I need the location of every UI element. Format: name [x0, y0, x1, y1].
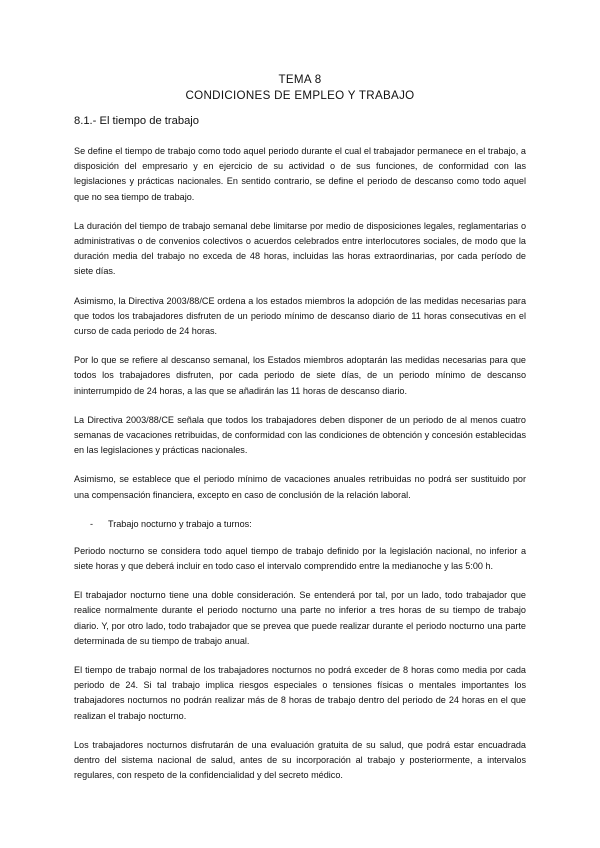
- bullet-text: Trabajo nocturno y trabajo a turnos:: [108, 518, 252, 529]
- paragraph-night-hours-limit: El tiempo de trabajo normal de los trabajadores nocturnos no podrá exceder de 8 horas como media por cada periodo de 24. Si tal trabajo implica riesgos especiales o tensiones físicas o mentales importantes los trabajadores nocturnos no podrán realizar más de 8 horas de trabajo dentro del periodo de 24 horas en el que realizan el trabajo nocturno.: [74, 665, 526, 721]
- paragraph-working-time-definition: Se define el tiempo de trabajo como todo aquel periodo durante el cual el trabajador permanece en el trabajo, a disposición del empresario y en ejercicio de su actividad o de sus funciones, de conformidad con las legislaciones y prácticas nacionales. En sentido contrario, se define el periodo de descanso como todo aquel que no sea tiempo de trabajo.: [74, 146, 526, 202]
- paragraph-daily-rest: Asimismo, la Directiva 2003/88/CE ordena a los estados miembros la adopción de las medidas necesarias para que todos los trabajadores disfruten de un periodo mínimo de descanso diario de 11 horas consecutivas en el curso de cada periodo de 24 horas.: [74, 295, 526, 337]
- paragraph-leave-compensation: Asimismo, se establece que el periodo mínimo de vacaciones anuales retribuidas no podrá ser sustituido por una compensación financiera, excepto en caso de conclusión de la relación laboral.: [74, 474, 526, 500]
- bullet-item-night-shift-work: [74, 517, 526, 532]
- section-heading: 8.1.- El tiempo de trabajo: [74, 115, 199, 127]
- paragraph-weekly-rest: Por lo que se refiere al descanso semanal, los Estados miembros adoptarán las medidas necesarias para que todos los trabajadores disfruten, por cada periodo de siete días, de un periodo mínimo de descanso ininterrumpido de 24 horas, a las que se añadirán las 11 horas de descanso diario.: [74, 355, 526, 396]
- paragraph-night-period: Periodo nocturno se considera todo aquel tiempo de trabajo definido por la legislación nacional, no inferior a siete horas y que deberá incluir en todo caso el intervalo comprendido entre la medianoche y las 5:00 h.: [74, 545, 526, 572]
- paragraph-health-assessment: Los trabajadores nocturnos disfrutarán de una evaluación gratuita de su salud, que podrá estar encuadrada dentro del sistema nacional de salud, antes de su incorporación al trabajo y posteriormente, a intervalos regulares, con respeto de la confidencialidad y del secreto médico.: [74, 739, 526, 781]
- chapter-title: CONDICIONES DE EMPLEO Y TRABAJO: [185, 89, 415, 102]
- paragraph-night-worker: El trabajador nocturno tiene una doble consideración. Se entenderá por tal, por un lado, todo trabajador que realice normalmente durante el periodo nocturno una parte no inferior a tres horas de su tiempo de trabajo diario. Y, por otro lado, todo trabajador que se prevea que puede realizar durante el periodo nocturno una parte determinada de su tiempo de trabajo anual.: [74, 590, 526, 646]
- paragraph-weekly-duration: La duración del tiempo de trabajo semanal debe limitarse por medio de disposiciones legales, reglamentarias o administrativas o de convenios colectivos o acuerdos celebrados entre interlocutores sociales, de modo que la duración media del trabajo no exceda de 48 horas, incluidas las horas extraordinarias, por cada período de siete días.: [74, 220, 526, 277]
- paragraph-annual-leave: La Directiva 2003/88/CE señala que todos los trabajadores deben disponer de un periodo de al menos cuatro semanas de vacaciones retribuidas, de conformidad con las condiciones de obtención y concesión establecidas en las legislaciones y prácticas nacionales.: [74, 414, 526, 456]
- document-page: [74, 72, 526, 798]
- bullet-marker: -: [90, 518, 94, 529]
- chapter-number: TEMA 8: [278, 73, 322, 86]
- document-title: [74, 72, 526, 104]
